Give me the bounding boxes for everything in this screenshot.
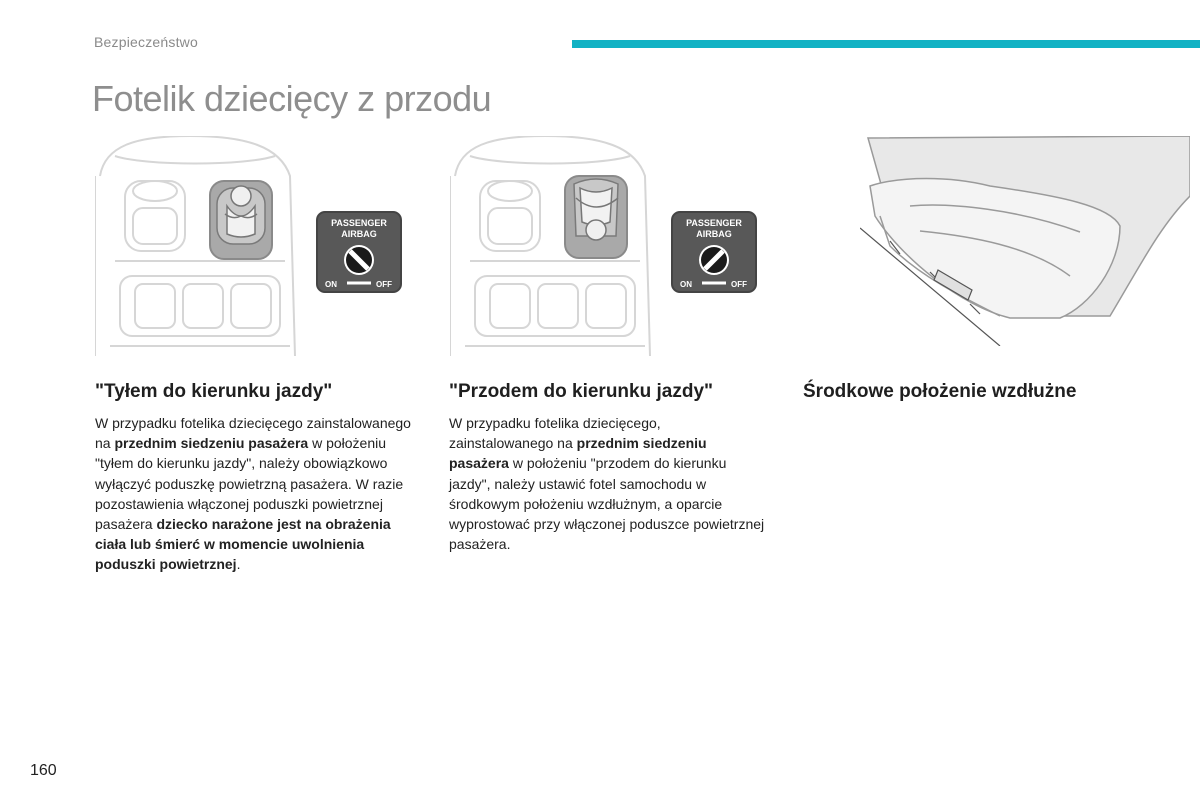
off-label: OFF bbox=[376, 280, 392, 289]
column-text-forward-facing bbox=[449, 413, 767, 554]
text-span: w położeniu "przodem do kierunku jazdy", należy ustawić fotel samochodu w środkowym położeniu wzdłużnym, a oparcie wyprostować przy włączonej poduszce powietrznej pasażera. bbox=[449, 455, 765, 553]
seat-position-illustration bbox=[860, 136, 1190, 346]
on-label: ON bbox=[680, 280, 692, 289]
text-span: w położeniu "tyłem do kierunku jazdy", należy obowiązkowo wyłączyć poduszkę powietrzną pasażera. W razie pozostawienia włączonej poduszki powietrznej pasażera bbox=[95, 435, 404, 533]
text-span: W przypadku fotelika dziecięcego zainstalowanego na bbox=[95, 415, 411, 452]
on-label: ON bbox=[325, 280, 337, 289]
accent-bar bbox=[572, 40, 1200, 48]
column-heading-forward-facing: "Przodem do kierunku jazdy" bbox=[449, 381, 714, 402]
page-number: 160 bbox=[30, 762, 57, 779]
column-forward-facing bbox=[449, 381, 767, 554]
airbag-label-line2: AIRBAG bbox=[341, 229, 377, 239]
section-label: Bezpieczeństwo bbox=[94, 34, 198, 50]
text-span: . bbox=[236, 556, 241, 573]
column-heading-rear-facing: "Tyłem do kierunku jazdy" bbox=[95, 381, 333, 402]
column-heading-middle-position: Środkowe położenie wzdłużne bbox=[803, 381, 1077, 402]
column-text-rear-facing bbox=[95, 413, 415, 575]
column-middle-position bbox=[803, 381, 1143, 413]
text-span: W przypadku fotelika dziecięcego, zainstalowanego na bbox=[449, 415, 661, 452]
page-title: Fotelik dziecięcy z przodu bbox=[92, 78, 492, 119]
airbag-label-line1: PASSENGER bbox=[331, 218, 387, 228]
column-rear-facing bbox=[95, 381, 415, 575]
airbag-label-line2: AIRBAG bbox=[696, 229, 732, 239]
bold-span: przednim siedzeniu pasażera bbox=[449, 435, 707, 472]
rear-facing-seat-illustration bbox=[95, 136, 405, 356]
forward-facing-seat-illustration bbox=[450, 136, 760, 356]
bold-span: dziecko narażone jest na obrażenia ciała lub śmierć w momencie uwolnienia poduszki powietrznej bbox=[95, 516, 391, 573]
airbag-label-line1: PASSENGER bbox=[686, 218, 742, 228]
bold-span: przednim siedzeniu pasażera bbox=[114, 435, 309, 452]
off-label: OFF bbox=[731, 280, 747, 289]
